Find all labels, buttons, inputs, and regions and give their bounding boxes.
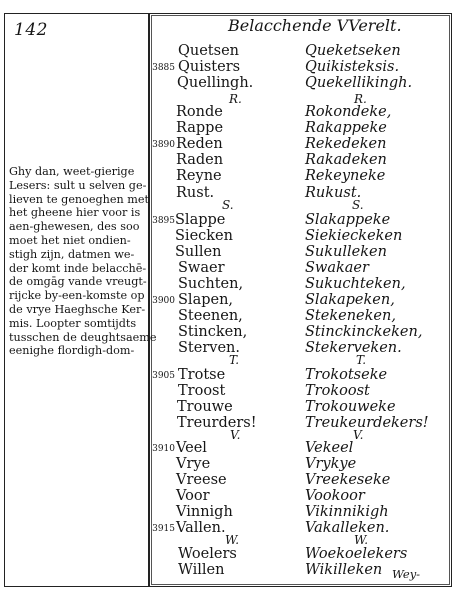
word-pair-row — [0, 104, 456, 120]
plain-word: Reyne — [176, 168, 222, 184]
word-pair-row — [0, 472, 456, 488]
plain-word: Woelers — [178, 546, 237, 562]
plain-word: Siecken — [175, 228, 233, 244]
plain-word: Trotse — [178, 367, 226, 383]
word-pair-row — [0, 324, 456, 340]
transformed-word: Swakaer — [305, 260, 369, 276]
word-pair-row — [0, 456, 456, 472]
transformed-word: Slakappeke — [305, 212, 391, 228]
plain-word: Slappe — [175, 212, 226, 228]
word-pair-row — [0, 152, 456, 168]
transformed-word: Vreekeseke — [305, 472, 391, 488]
marginal-note-line: de vrye Haeghsche Ker- — [9, 302, 146, 316]
running-head: Belacchende VVerelt. — [228, 16, 402, 35]
marginal-note-line: de omgāg vande vreugt- — [9, 275, 147, 289]
transformed-word: Rakadeken — [305, 152, 387, 168]
transformed-word: Woekoelekers — [305, 546, 408, 562]
transformed-word: Wikilleken — [305, 562, 383, 578]
transformed-word: Stekeneken, — [305, 308, 396, 324]
word-pair-row — [0, 212, 456, 228]
word-pair-row — [0, 546, 456, 562]
plain-word: Quisters — [178, 59, 241, 75]
word-pair-row — [0, 244, 456, 260]
marginal-note-line: rijcke by-een-komste op — [9, 289, 145, 303]
transformed-word: Queketseken — [305, 43, 401, 59]
section-letter: S. — [222, 198, 234, 212]
word-pair-row — [0, 415, 456, 431]
plain-word: Treurders! — [177, 415, 257, 431]
transformed-word: Vakalleken. — [305, 520, 390, 536]
catchword: Wey- — [392, 567, 421, 581]
word-pair-row — [0, 308, 456, 324]
transformed-word: Vrykye — [305, 456, 357, 472]
plain-word: Trouwe — [177, 399, 233, 415]
plain-word: Quetsen — [178, 43, 239, 59]
marginal-note-line: het gheene hier voor is — [9, 206, 141, 220]
plain-word: Rappe — [176, 120, 224, 136]
transformed-word: Vikinnikigh — [305, 504, 389, 520]
line-number: 3915 — [152, 524, 175, 534]
transformed-word: Sukuchteken, — [305, 276, 406, 292]
marginal-note-line: stigh zijn, datmen we- — [9, 247, 135, 261]
transformed-word: Rokondeke, — [305, 104, 392, 120]
section-letter: W. — [225, 533, 240, 547]
plain-word: Suchten, — [178, 276, 244, 292]
word-pair-row — [0, 120, 456, 136]
marginal-note-line: mis. Loopter somtijdts — [9, 316, 137, 330]
word-pair-row — [0, 75, 456, 91]
word-pair-row — [0, 228, 456, 244]
section-letter-transformed-column: V. — [353, 428, 364, 442]
plain-word: Vrye — [176, 456, 211, 472]
section-letter-transformed-column: S. — [352, 198, 364, 212]
word-pair-row — [0, 383, 456, 399]
plain-word: Willen — [178, 562, 225, 578]
word-pair-row — [0, 168, 456, 184]
section-letter: R. — [229, 92, 242, 106]
transformed-word: Treukeurdekers! — [305, 415, 429, 431]
line-number: 3885 — [152, 63, 175, 73]
transformed-word: Siekieckeken — [305, 228, 403, 244]
transformed-word: Trokouweke — [305, 399, 396, 415]
transformed-word: Sukulleken — [305, 244, 387, 260]
transformed-word: Trokotseke — [305, 367, 388, 383]
word-pair-row — [0, 260, 456, 276]
plain-word: Reden — [176, 136, 223, 152]
transformed-word: Stinckinckeken, — [305, 324, 423, 340]
plain-word: Sullen — [175, 244, 222, 260]
plain-word: Vinnigh — [176, 504, 233, 520]
section-letter: V. — [230, 428, 241, 442]
plain-word: Stincken, — [178, 324, 248, 340]
marginal-note-line: der komt inde belacchē- — [9, 261, 147, 275]
plain-word: Ronde — [176, 104, 223, 120]
transformed-word: Rakappeke — [305, 120, 387, 136]
word-pair-row — [0, 276, 456, 292]
transformed-word: Vekeel — [305, 440, 354, 456]
marginal-note-line: Lesers: sult u selven ge- — [9, 178, 147, 192]
transformed-word: Vookoor — [305, 488, 365, 504]
section-letter-transformed-column: T. — [356, 353, 367, 367]
plain-word: Swaer — [178, 260, 225, 276]
plain-word: Voor — [176, 488, 210, 504]
transformed-word: Stekerveken. — [305, 340, 402, 356]
plain-word: Raden — [176, 152, 224, 168]
transformed-word: Rukust. — [305, 185, 362, 201]
plain-word: Vreese — [176, 472, 227, 488]
marginal-note-line: moet het niet ondien- — [9, 233, 131, 247]
word-pair-row — [0, 440, 456, 456]
line-number: 3895 — [152, 216, 175, 226]
marginal-note-line: tusschen de deughtsaeme — [9, 330, 157, 344]
word-pair-row — [0, 488, 456, 504]
word-pair-row — [0, 136, 456, 152]
word-pair-row — [0, 43, 456, 59]
line-number: 3905 — [152, 371, 175, 381]
line-number: 3900 — [152, 296, 175, 306]
transformed-word: Slakapeken, — [305, 292, 395, 308]
word-pair-row — [0, 562, 456, 578]
page-number: 142 — [14, 20, 48, 40]
marginal-note-line: aen-ghewesen, des soo — [9, 220, 140, 234]
transformed-word: Rekedeken — [305, 136, 387, 152]
transformed-word: Trokoost — [305, 383, 370, 399]
transformed-word: Quekellikingh. — [305, 75, 413, 91]
section-letter-transformed-column: R. — [354, 92, 367, 106]
line-number: 3890 — [152, 140, 175, 150]
plain-word: Troost — [178, 383, 226, 399]
plain-word: Slapen, — [178, 292, 234, 308]
word-pair-row — [0, 340, 456, 356]
line-number: 3910 — [152, 444, 175, 454]
marginal-note-line: lieven te genoeghen met — [9, 192, 149, 206]
plain-word: Sterven. — [178, 340, 240, 356]
plain-word: Quellingh. — [177, 75, 254, 91]
section-letter: T. — [229, 353, 240, 367]
word-pair-row — [0, 504, 456, 520]
plain-word: Veel — [176, 440, 207, 456]
marginal-note-line: eenighe flordigh-dom- — [9, 344, 135, 358]
transformed-word: Rekeyneke — [305, 168, 386, 184]
word-pair-row — [0, 292, 456, 308]
section-letter-transformed-column: W. — [354, 533, 369, 547]
word-pair-row — [0, 367, 456, 383]
marginal-note-line: Ghy dan, weet-gierige — [9, 165, 135, 178]
transformed-word: Quikisteksis. — [305, 59, 400, 75]
word-pair-row — [0, 59, 456, 75]
plain-word: Rust. — [176, 185, 215, 201]
plain-word: Steenen, — [178, 308, 243, 324]
plain-word: Vallen. — [176, 520, 226, 536]
word-pair-row — [0, 399, 456, 415]
